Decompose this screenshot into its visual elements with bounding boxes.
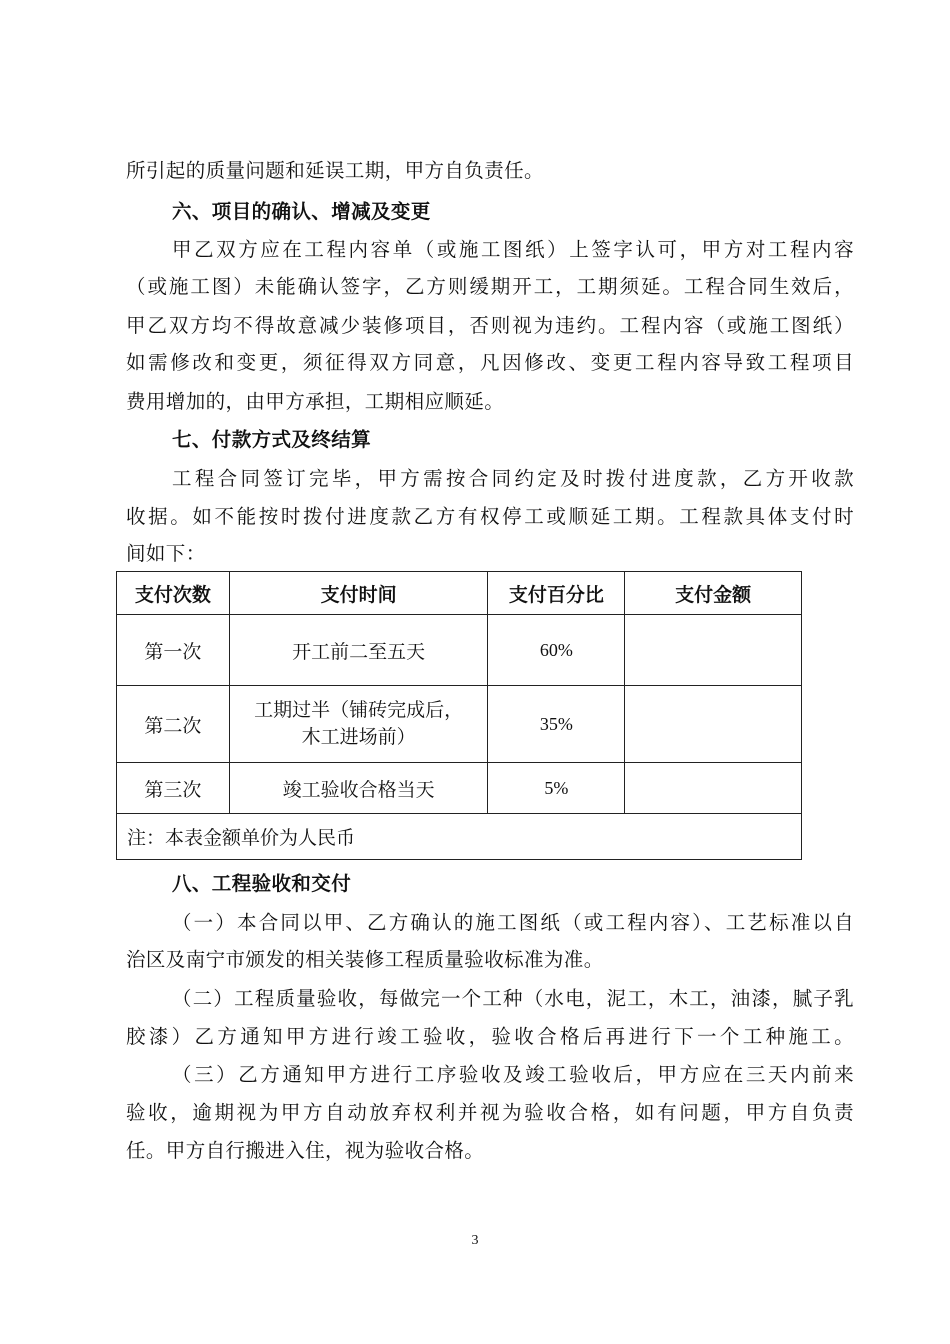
section8-line: 任。甲方自行搬进入住，视为验收合格。 xyxy=(126,1139,485,1162)
header-count: 支付次数 xyxy=(117,572,230,615)
section8-line: （一）本合同以甲、乙方确认的施工图纸（或工程内容）、工艺标准以自 xyxy=(172,911,854,934)
section8-heading: 八、工程验收和交付 xyxy=(172,872,352,895)
section8-line: 胶漆）乙方通知甲方进行竣工验收，验收合格后再进行下一个工种施工。 xyxy=(126,1025,854,1048)
header-amount: 支付金额 xyxy=(625,572,802,615)
cell-time: 开工前二至五天 xyxy=(229,615,488,686)
page-number: 3 xyxy=(471,1233,479,1248)
section8-line: （三）乙方通知甲方进行工序验收及竣工验收后，甲方应在三天内前来 xyxy=(172,1063,854,1086)
cell-count: 第三次 xyxy=(117,763,230,814)
table-header-row xyxy=(117,572,802,615)
cell-percent: 5% xyxy=(488,763,625,814)
section8-line: 验收，逾期视为甲方自动放弃权利并视为验收合格，如有问题，甲方自负责 xyxy=(126,1101,854,1124)
section6-line: 费用增加的，由甲方承担，工期相应顺延。 xyxy=(126,390,505,413)
cell-count: 第一次 xyxy=(117,615,230,686)
header-percent: 支付百分比 xyxy=(488,572,625,615)
section8-line: （二）工程质量验收，每做完一个工种（水电，泥工，木工，油漆，腻子乳 xyxy=(172,987,854,1010)
cell-amount xyxy=(625,686,802,763)
table-row xyxy=(117,615,802,686)
header-time: 支付时间 xyxy=(229,572,488,615)
section7-line: 收据。如不能按时拨付进度款乙方有权停工或顺延工期。工程款具体支付时 xyxy=(126,505,854,528)
section6-line: 甲乙双方应在工程内容单（或施工图纸）上签字认可，甲方对工程内容 xyxy=(172,238,854,261)
payment-table xyxy=(116,571,802,860)
section6-heading: 六、项目的确认、增减及变更 xyxy=(172,200,431,223)
section6-line: 甲乙双方均不得故意减少装修项目，否则视为违约。工程内容（或施工图纸） xyxy=(126,314,854,337)
cell-percent: 35% xyxy=(488,686,625,763)
section8-line: 治区及南宁市颁发的相关装修工程质量验收标准为准。 xyxy=(126,948,604,971)
cell-amount xyxy=(625,763,802,814)
cell-count: 第二次 xyxy=(117,686,230,763)
table-row xyxy=(117,686,802,763)
cell-time: 竣工验收合格当天 xyxy=(229,763,488,814)
section7-heading: 七、付款方式及终结算 xyxy=(172,428,372,451)
section6-line: （或施工图）未能确认签字，乙方则缓期开工，工期须延。工程合同生效后， xyxy=(126,275,854,298)
cell-amount xyxy=(625,615,802,686)
section6-line: 如需修改和变更，须征得双方同意，凡因修改、变更工程内容导致工程项目 xyxy=(126,351,854,374)
table-note-row xyxy=(117,814,802,860)
section7-line: 工程合同签订完毕，甲方需按合同约定及时拨付进度款，乙方开收款 xyxy=(172,467,854,490)
cell-time-line1: 工期过半（铺砖完成后， xyxy=(254,699,464,721)
cell-percent: 60% xyxy=(488,615,625,686)
table-note: 注：本表金额单价为人民币 xyxy=(117,814,802,860)
cell-time-line2: 木工进场前） xyxy=(301,726,416,748)
section7-line: 间如下： xyxy=(126,542,206,565)
cell-time xyxy=(229,686,488,763)
table-row xyxy=(117,763,802,814)
intro-tail-text: 所引起的质量问题和延误工期，甲方自负责任。 xyxy=(126,159,544,182)
